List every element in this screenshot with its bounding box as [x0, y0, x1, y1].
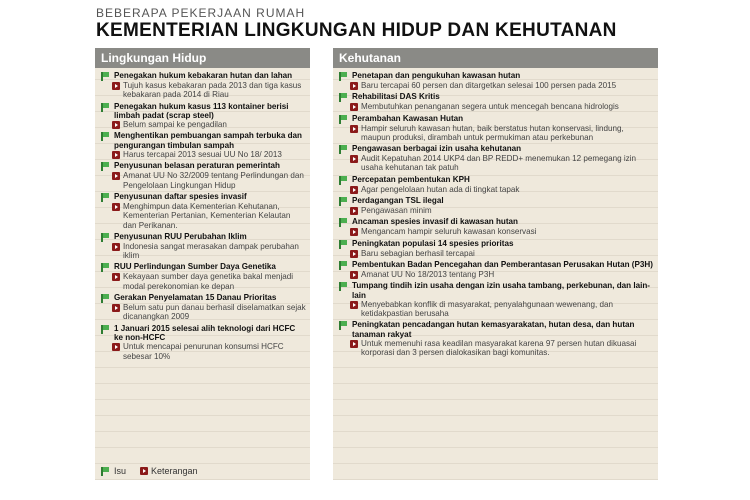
- note-row: [350, 154, 654, 173]
- note-row: [350, 206, 654, 215]
- legend-issue: [101, 466, 126, 476]
- arrow-right-icon: [350, 340, 358, 348]
- note-text: Kekayaan sumber daya genetika bakal menjadi modal perekonomian ke depan: [123, 272, 294, 291]
- note-row: [350, 81, 654, 90]
- arrow-right-icon: [112, 203, 120, 211]
- flag-icon: [339, 282, 348, 291]
- note-row: [112, 342, 306, 361]
- flag-icon: [339, 321, 348, 330]
- flag-icon: [339, 145, 348, 154]
- arrow-right-icon: [350, 228, 358, 236]
- arrow-right-icon: [112, 121, 120, 129]
- list-item: [101, 131, 306, 159]
- note-text: Agar pengelolaan hutan ada di tingkat tapak: [361, 184, 520, 194]
- arrow-right-icon: [112, 343, 120, 351]
- issue-text: RUU Perlindungan Sumber Daya Genetika: [114, 262, 276, 272]
- legend-note: [140, 466, 198, 476]
- note-text: Tujuh kasus kebakaran pada 2013 dan tiga kasus kebakaran pada 2014 di Riau: [123, 81, 302, 100]
- arrow-right-icon: [350, 301, 358, 309]
- note-row: [350, 339, 654, 358]
- issue-text: Pembentukan Badan Pencegahan dan Pemberantasan Perusakan Hutan (P3H): [352, 259, 653, 269]
- arrow-right-icon: [350, 250, 358, 258]
- arrow-right-icon: [350, 125, 358, 133]
- arrow-right-icon: [140, 467, 148, 475]
- note-row: [112, 171, 306, 190]
- issue-text: Percepatan pembentukan KPH: [352, 174, 470, 184]
- kehutanan-panel: [333, 48, 658, 480]
- list-item: [101, 192, 306, 230]
- note-text: Belum sampai ke pengadilan: [123, 120, 227, 130]
- arrow-right-icon: [350, 207, 358, 215]
- note-text: Baru tercapai 60 persen dan ditargetkan selesai 100 persen pada 2015: [361, 81, 617, 90]
- note-row: [350, 270, 654, 279]
- lingkungan-hidup-panel: [95, 48, 310, 480]
- list-item: [101, 71, 306, 100]
- note-row: [112, 242, 306, 261]
- issue-row: [101, 324, 306, 343]
- flag-icon: [101, 263, 110, 272]
- issue-text: Pengawasan berbagai izin usaha kehutanan: [352, 144, 522, 154]
- arrow-right-icon: [112, 82, 120, 90]
- list-item: [339, 239, 654, 258]
- legend-note-label: Keterangan: [151, 466, 198, 476]
- kehutanan-list: [333, 68, 658, 358]
- note-text: Hampir seluruh kawasan hutan, baik berstatus hutan konservasi, lindung, maupun produksi, dirambah untuk permukiman atau perkebunan: [361, 123, 624, 142]
- arrow-right-icon: [112, 151, 120, 159]
- note-row: [350, 102, 654, 111]
- issue-row: [339, 92, 654, 102]
- arrow-right-icon: [350, 82, 358, 90]
- note-row: [112, 150, 306, 159]
- note-row: [350, 300, 654, 319]
- list-item: [339, 144, 654, 173]
- issue-text: Tumpang tindih izin usaha dengan izin usaha tambang, perkebunan, dan lain-lain: [352, 281, 650, 300]
- issue-row: [101, 102, 306, 121]
- list-item: [101, 324, 306, 361]
- page-title: KEMENTERIAN LINGKUNGAN HIDUP DAN KEHUTANAN: [96, 20, 617, 41]
- note-text: Audit Kepatuhan 2014 UKP4 dan BP REDD+ menemukan 12 pemegang izin usaha kehutanan tak patuh: [361, 154, 636, 173]
- arrow-right-icon: [112, 304, 120, 312]
- flag-icon: [101, 132, 110, 141]
- flag-icon: [339, 197, 348, 206]
- issue-text: Perdagangan TSL ilegal: [352, 196, 444, 206]
- issue-text: Peningkatan populasi 14 spesies prioritas: [352, 238, 514, 248]
- list-item: [339, 320, 654, 357]
- note-text: Mengancam hampir seluruh kawasan konservasi: [361, 227, 537, 237]
- flag-icon: [101, 72, 110, 81]
- flag-icon: [339, 93, 348, 102]
- note-row: [350, 124, 654, 143]
- note-text: Membutuhkan penanganan segera untuk mencegah bencana hidrologis: [361, 102, 619, 112]
- flag-icon: [101, 162, 110, 171]
- list-item: [339, 217, 654, 236]
- issue-text: 1 Januari 2015 selesai alih teknologi dari HCFC ke non-HCFC: [114, 323, 296, 342]
- issue-row: [339, 320, 654, 339]
- note-text: Menghimpun data Kementerian Kehutanan, Kementerian Pertanian, Kementerian Kelautan dan Perikanan.: [123, 201, 291, 230]
- flag-icon: [339, 176, 348, 185]
- arrow-right-icon: [350, 155, 358, 163]
- note-text: Untuk memenuhi rasa keadilan masyarakat karena 97 persen hutan dikuasai korporasi dan 3 persen dialokasikan bagi komunitas.: [361, 339, 637, 358]
- note-row: [350, 185, 654, 194]
- note-row: [112, 272, 306, 291]
- issue-row: [101, 262, 306, 272]
- note-text: Harus tercapai 2013 sesuai UU No 18/ 2013: [123, 150, 282, 160]
- issue-text: Gerakan Penyelamatan 15 Danau Prioritas: [114, 293, 277, 303]
- note-text: Menyebabkan konflik di masyarakat, penyalahgunaan wewenang, dan ketidakpastian berusaha: [361, 299, 613, 319]
- flag-icon: [339, 240, 348, 249]
- list-item: [101, 161, 306, 190]
- issue-row: [101, 232, 306, 242]
- flag-icon: [101, 294, 110, 303]
- issue-text: Penyusunan RUU Perubahan Iklim: [114, 231, 247, 241]
- issue-row: [339, 217, 654, 227]
- note-row: [112, 81, 306, 100]
- arrow-right-icon: [350, 103, 358, 111]
- issue-row: [339, 71, 654, 81]
- list-item: [101, 102, 306, 130]
- issue-text: Penyusunan daftar spesies invasif: [114, 191, 247, 201]
- arrow-right-icon: [112, 243, 120, 251]
- issue-text: Peningkatan pencadangan hutan kemasyarakatan, hutan desa, dan hutan tanaman rakyat: [352, 320, 635, 339]
- list-item: [339, 92, 654, 111]
- arrow-right-icon: [112, 172, 120, 180]
- lingkungan-hidup-list: [95, 68, 310, 361]
- flag-icon: [339, 218, 348, 227]
- note-row: [112, 120, 306, 129]
- arrow-right-icon: [112, 273, 120, 281]
- issue-row: [101, 293, 306, 303]
- arrow-right-icon: [350, 271, 358, 279]
- list-item: [339, 260, 654, 279]
- note-text: Baru sebagian berhasil tercapai: [361, 248, 475, 258]
- legend-issue-label: Isu: [114, 466, 127, 476]
- note-row: [350, 249, 654, 258]
- note-text: Indonesia sangat merasakan dampak perubahan iklim: [123, 241, 299, 261]
- issue-text: Rehabilitasi DAS Kritis: [352, 92, 440, 102]
- list-item: [101, 232, 306, 261]
- issue-row: [339, 144, 654, 154]
- flag-icon: [101, 233, 110, 242]
- flag-icon: [101, 467, 110, 476]
- arrow-right-icon: [350, 186, 358, 194]
- flag-icon: [101, 103, 110, 112]
- issue-text: Perambahan Kawasan Hutan: [352, 113, 464, 123]
- issue-row: [339, 196, 654, 206]
- list-item: [339, 114, 654, 143]
- list-item: [101, 262, 306, 291]
- note-text: Amanat UU No 32/2009 tentang Perlindungan dan Pengelolaan Lingkungan Hidup: [123, 171, 304, 190]
- flag-icon: [339, 261, 348, 270]
- issue-text: Penegakan hukum kasus 113 kontainer berisi limbah padat (scrap steel): [114, 101, 289, 120]
- issue-row: [101, 192, 306, 202]
- list-item: [339, 281, 654, 318]
- note-text: Untuk mencapai penurunan konsumsi HCFC sebesar 10%: [123, 342, 284, 361]
- legend: [95, 463, 310, 479]
- note-text: Pengawasan minim: [361, 206, 432, 216]
- issue-row: [339, 114, 654, 124]
- issue-row: [339, 239, 654, 249]
- issue-row: [101, 131, 306, 150]
- note-row: [112, 303, 306, 322]
- list-item: [339, 196, 654, 215]
- list-item: [101, 293, 306, 322]
- note-text: Amanat UU No 18/2013 tentang P3H: [361, 269, 495, 279]
- issue-row: [339, 260, 654, 270]
- issue-text: Menghentikan pembuangan sampah terbuka dan pengurangan timbulan sampah: [114, 131, 302, 150]
- note-row: [350, 227, 654, 236]
- issue-row: [101, 71, 306, 81]
- issue-text: Penyusunan belasan peraturan pemerintah: [114, 161, 280, 171]
- issue-row: [339, 281, 654, 300]
- issue-row: [339, 175, 654, 185]
- issue-text: Ancaman spesies invasif di kawasan hutan: [352, 217, 518, 227]
- lingkungan-hidup-heading: Lingkungan Hidup: [95, 48, 310, 68]
- issue-text: Penegakan hukum kebakaran hutan dan lahan: [114, 71, 293, 80]
- flag-icon: [101, 193, 110, 202]
- issue-text: Penetapan dan pengukuhan kawasan hutan: [352, 71, 521, 80]
- flag-icon: [101, 325, 110, 334]
- kehutanan-heading: Kehutanan: [333, 48, 658, 68]
- issue-row: [101, 161, 306, 171]
- note-row: [112, 202, 306, 230]
- kicker: BEBERAPA PEKERJAAN RUMAH: [96, 6, 306, 20]
- flag-icon: [339, 72, 348, 81]
- note-text: Belum satu pun danau berhasil diselamatkan sejak dicanangkan 2009: [123, 303, 306, 322]
- list-item: [339, 71, 654, 90]
- flag-icon: [339, 115, 348, 124]
- list-item: [339, 175, 654, 194]
